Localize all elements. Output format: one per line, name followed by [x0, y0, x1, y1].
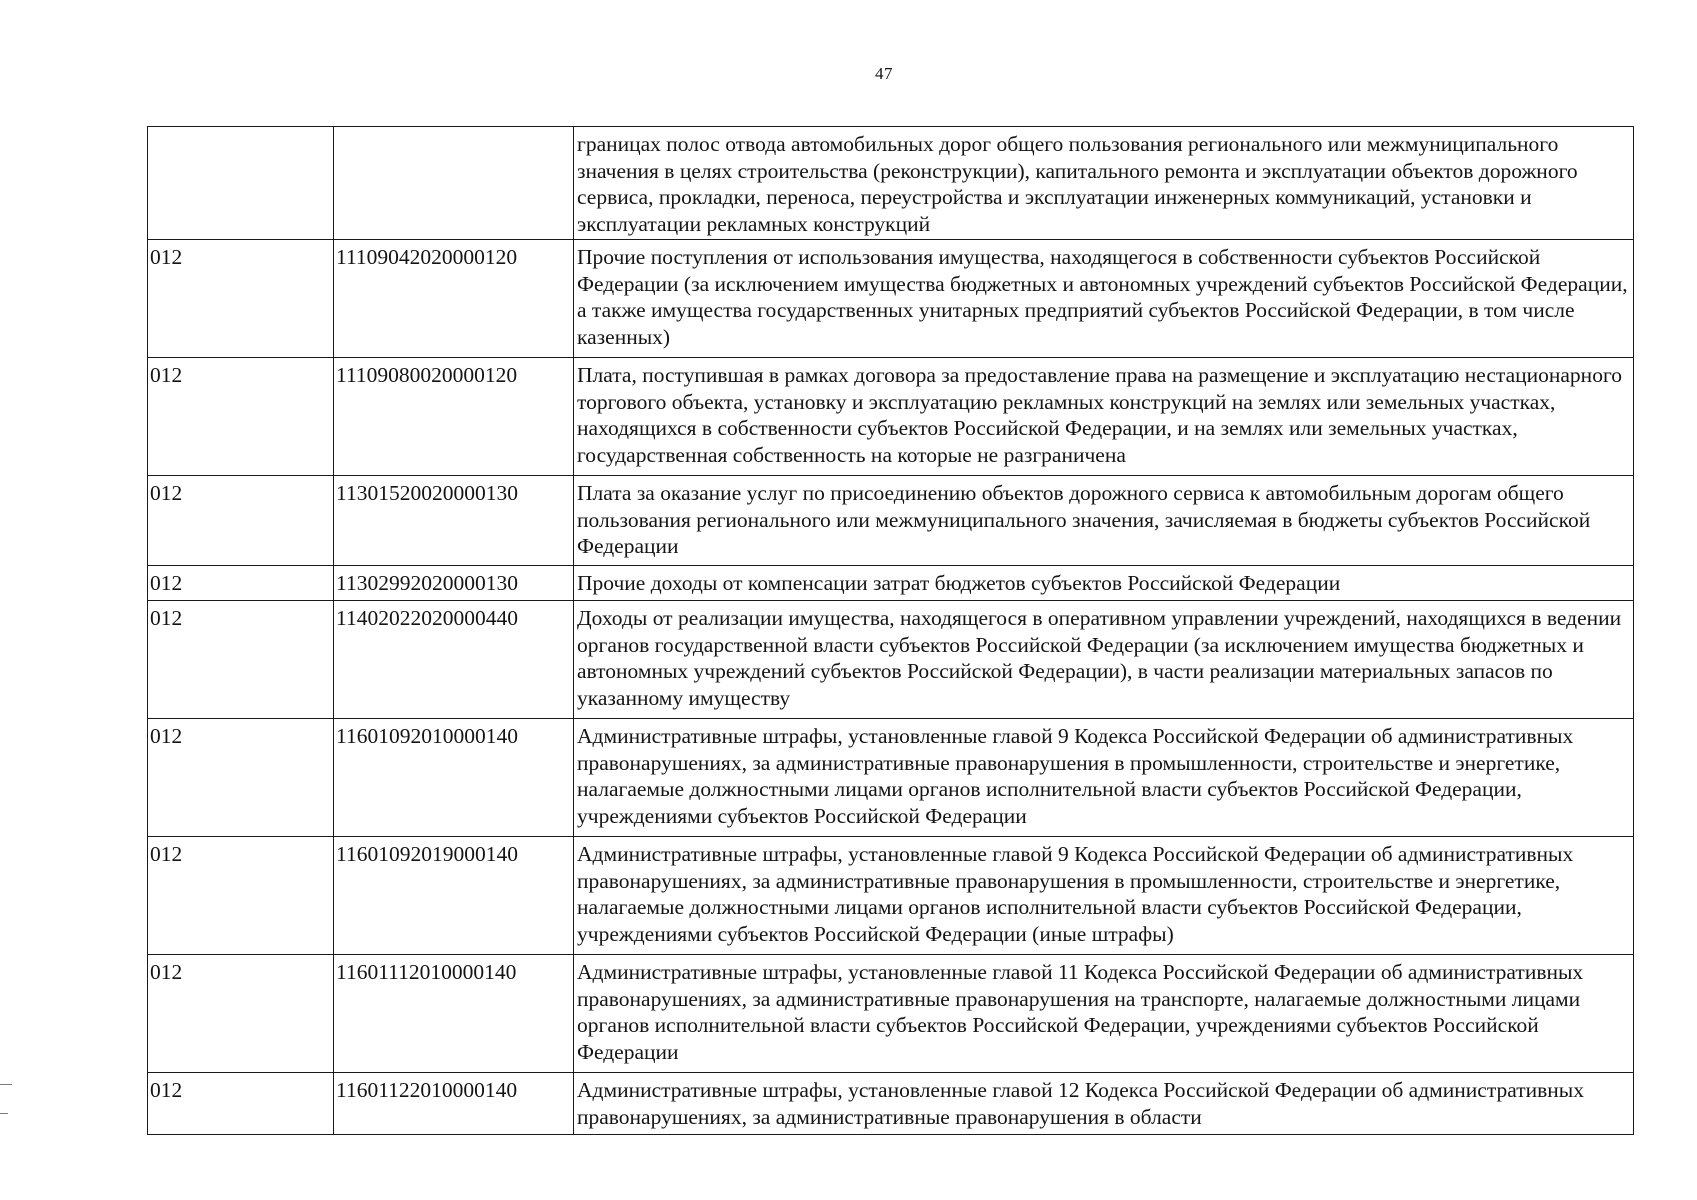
table-row: [148, 719, 1634, 837]
income-code-cell: 11601122010000140: [334, 1073, 574, 1135]
admin-code-cell: 012: [148, 240, 334, 358]
table-row: [148, 476, 1634, 566]
admin-code-cell: 012: [148, 358, 334, 476]
table-row: [148, 601, 1634, 719]
admin-code-cell: 012: [148, 955, 334, 1073]
table-row: [148, 240, 1634, 358]
income-code-cell: 11109080020000120: [334, 358, 574, 476]
admin-code-cell: [148, 127, 334, 240]
income-code-cell: 11601112010000140: [334, 955, 574, 1073]
table-row: [148, 837, 1634, 955]
admin-code-cell: 012: [148, 1073, 334, 1135]
income-code-cell: 11109042020000120: [334, 240, 574, 358]
income-name-cell: Доходы от реализации имущества, находящегося в оперативном управлении учреждений, находящихся в ведении органов государственной власти субъектов Российской Федерации (за исключением имущества бюджетных и автономных учреждений субъектов Российской Федерации), в части реализации материальных запасов по указанному имуществу: [574, 601, 1634, 719]
income-code-cell: 11302992020000130: [334, 566, 574, 601]
income-name-cell: Плата, поступившая в рамках договора за предоставление права на размещение и эксплуатацию нестационарного торгового объекта, установку и эксплуатацию рекламных конструкций на землях или земельных участках, находящихся в собственности субъектов Российской Федерации, и на землях или земельных участках, государственная собственность на которые не разграничена: [574, 358, 1634, 476]
income-code-cell: 11301520020000130: [334, 476, 574, 566]
table-row: [148, 566, 1634, 601]
income-name-cell: Административные штрафы, установленные главой 9 Кодекса Российской Федерации об административных правонарушениях, за административные правонарушения в промышленности, строительстве и энергетике, налагаемые должностными лицами органов исполнительной власти субъектов Российской Федерации, учреждениями субъектов Российской Федерации (иные штрафы): [574, 837, 1634, 955]
income-name-cell: Плата за оказание услуг по присоединению объектов дорожного сервиса к автомобильным дорогам общего пользования регионального или межмуниципального значения, зачисляемая в бюджеты субъектов Российской Федерации: [574, 476, 1634, 566]
income-name-cell: Административные штрафы, установленные главой 11 Кодекса Российской Федерации об административных правонарушениях, за административные правонарушения на транспорте, налагаемые должностными лицами органов исполнительной власти субъектов Российской Федерации, учреждениями субъектов Российской Федерации: [574, 955, 1634, 1073]
income-name-cell: границах полос отвода автомобильных дорог общего пользования регионального или межмуниципального значения в целях строительства (реконструкции), капитального ремонта и эксплуатации объектов дорожного сервиса, прокладки, переноса, переустройства и эксплуатации инженерных коммуникаций, установки и эксплуатации рекламных конструкций: [574, 127, 1634, 240]
admin-code-cell: 012: [148, 566, 334, 601]
page-number: 47: [875, 64, 893, 83]
income-code-cell: 11402022020000440: [334, 601, 574, 719]
admin-code-cell: 012: [148, 476, 334, 566]
income-code-cell: 11601092010000140: [334, 719, 574, 837]
table-row: [148, 127, 1634, 240]
table-row: [148, 955, 1634, 1073]
admin-code-cell: 012: [148, 601, 334, 719]
scan-artifact-line: [0, 1084, 12, 1085]
income-code-cell: [334, 127, 574, 240]
budget-revenue-table: [147, 126, 1634, 1135]
income-name-cell: Административные штрафы, установленные главой 12 Кодекса Российской Федерации об административных правонарушениях, за административные правонарушения в области: [574, 1073, 1634, 1135]
table-row: [148, 358, 1634, 476]
income-code-cell: 11601092019000140: [334, 837, 574, 955]
admin-code-cell: 012: [148, 837, 334, 955]
income-name-cell: Прочие поступления от использования имущества, находящегося в собственности субъектов Российской Федерации (за исключением имущества бюджетных и автономных учреждений субъектов Российской Федерации, а также имущества государственных унитарных предприятий субъектов Российской Федерации, в том числе казенных): [574, 240, 1634, 358]
income-name-cell: Административные штрафы, установленные главой 9 Кодекса Российской Федерации об административных правонарушениях, за административные правонарушения в промышленности, строительстве и энергетике, налагаемые должностными лицами органов исполнительной власти субъектов Российской Федерации, учреждениями субъектов Российской Федерации: [574, 719, 1634, 837]
admin-code-cell: 012: [148, 719, 334, 837]
scan-artifact-line: [0, 1113, 8, 1114]
income-name-cell: Прочие доходы от компенсации затрат бюджетов субъектов Российской Федерации: [574, 566, 1634, 601]
table-row: [148, 1073, 1634, 1135]
